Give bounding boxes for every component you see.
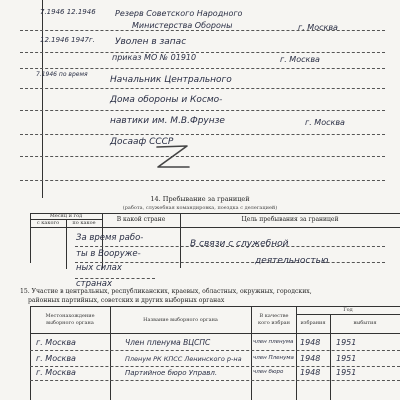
abroad-purpose: деятельностью bbox=[255, 256, 329, 266]
entry-text: Министерства Обороны bbox=[132, 21, 233, 30]
elected-place: г. Москва bbox=[36, 338, 76, 347]
entry-text: Досааф СССР bbox=[110, 137, 174, 147]
table-border bbox=[30, 227, 400, 228]
col-to-header: по какое bbox=[72, 220, 96, 226]
row-line bbox=[30, 350, 400, 351]
section-15-title: 15. Участие в центральных, республиканских, краевых, областных, окружных, городских, bbox=[20, 288, 312, 295]
col-role-header: В качестве кого избран bbox=[258, 313, 290, 326]
abroad-purpose: В связи с служебной bbox=[190, 239, 289, 249]
elected-role: член Пленума bbox=[253, 355, 294, 361]
elected-role: член бюро bbox=[253, 369, 284, 375]
section-14-subtitle: (работа, служебная командировка, поездка с делегацией) bbox=[122, 205, 278, 211]
entry-dates: 12.1946 1947г. bbox=[40, 36, 95, 44]
left-year: 1951 bbox=[336, 338, 357, 347]
entry-place: г. Москва bbox=[305, 118, 345, 127]
col-from-header: с какого bbox=[36, 220, 60, 226]
row-line bbox=[30, 366, 400, 367]
elected-place: г. Москва bbox=[36, 368, 76, 377]
entry-place: г. Москва bbox=[280, 55, 320, 64]
table-divider bbox=[330, 314, 331, 400]
table-divider bbox=[30, 306, 31, 400]
entry-text: Резерв Советского Народного bbox=[115, 9, 243, 18]
elected-year: 1948 bbox=[300, 338, 321, 347]
table-border bbox=[296, 314, 400, 315]
row-line bbox=[30, 380, 400, 381]
abroad-entry: странах bbox=[76, 279, 113, 289]
abroad-entry: ных силах bbox=[76, 263, 122, 273]
col-location-header: Местонахождение выборного органа bbox=[45, 313, 95, 326]
abroad-entry: ты в Вооруже- bbox=[76, 249, 141, 259]
section-14-title: 14. Пребывание за границей bbox=[150, 195, 250, 203]
col-name-header: Название выборного органа bbox=[143, 317, 218, 323]
col-year-header: Год bbox=[343, 307, 353, 313]
left-year: 1951 bbox=[336, 354, 357, 363]
entry-text: навтики им. М.В.Фрунзе bbox=[110, 116, 225, 126]
left-year: 1951 bbox=[336, 368, 357, 377]
col-country-header: В какой стране bbox=[116, 216, 166, 223]
entry-place: г. Москва bbox=[298, 23, 338, 32]
table-divider bbox=[251, 306, 252, 400]
col-left-header: выбытия bbox=[353, 320, 377, 326]
entry-text: Уволен в запас bbox=[115, 37, 187, 47]
elected-year: 1948 bbox=[300, 368, 321, 377]
entry-dates: 7.1946 12.1946 bbox=[40, 8, 96, 16]
elected-place: г. Москва bbox=[36, 354, 76, 363]
elected-organ: Член пленума ВЦСПС bbox=[125, 338, 211, 347]
entry-text: Начальник Центрального bbox=[110, 75, 232, 85]
elected-role: член пленума bbox=[253, 339, 294, 345]
entry-text: приказ МО № 01910 bbox=[112, 53, 197, 62]
table-border bbox=[30, 333, 400, 334]
col-elected-header: избрания bbox=[300, 320, 326, 326]
col-dates-header: Месяц и год bbox=[49, 213, 83, 219]
abroad-entry: За время рабо- bbox=[76, 233, 144, 243]
elected-organ: Пленум РК КПСС Ленинского р-на bbox=[125, 355, 242, 363]
section-15-title: районных партийных, советских и других выборных органах bbox=[28, 297, 225, 304]
entry-dates: 7.1946 по время bbox=[36, 71, 88, 78]
col-purpose-header: Цель пребывания за границей bbox=[241, 216, 339, 223]
table-divider bbox=[66, 219, 67, 269]
elected-organ: Партийное бюро Управл. bbox=[125, 369, 218, 377]
elected-year: 1948 bbox=[300, 354, 321, 363]
entry-text: Дома обороны и Космо- bbox=[110, 95, 223, 105]
